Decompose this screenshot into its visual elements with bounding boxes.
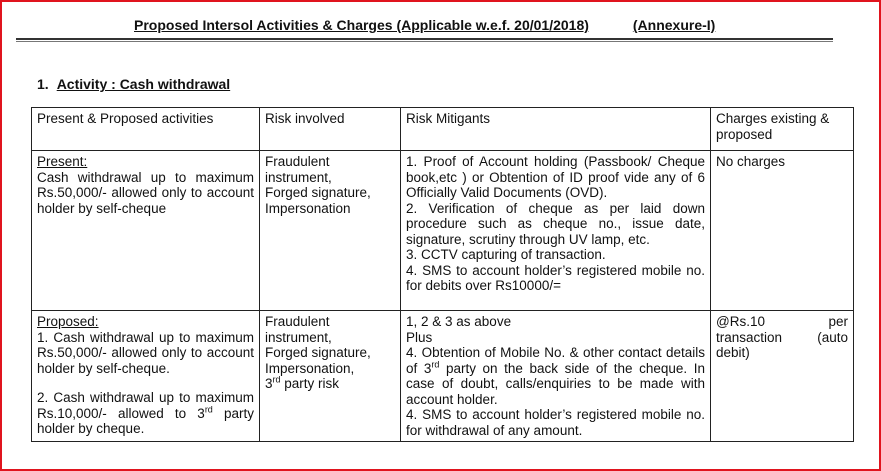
- proposed-mitigants-cell: [401, 311, 711, 442]
- mitigant-item: Plus: [406, 329, 433, 345]
- proposed-risk-cell: [260, 311, 401, 442]
- table-row: [32, 311, 854, 442]
- present-risk-cell: [260, 151, 401, 311]
- present-activity: Cash withdrawal up to maximum Rs.50,000/- allowed only to account holder by self-cheque: [37, 169, 254, 216]
- risk-item: Forged signature,: [265, 345, 371, 360]
- header-cell: Present & Proposed activities: [32, 108, 260, 151]
- header-cell: Risk Mitigants: [401, 108, 711, 151]
- section-title: Activity : Cash withdrawal: [56, 76, 231, 92]
- risk-item: Impersonation: [265, 200, 351, 216]
- mitigant-item: 4. SMS to account holder’s registered mobile no. for withdrawal of any amount.: [406, 407, 705, 438]
- mitigant-item: 3. CCTV capturing of transaction.: [406, 247, 606, 262]
- risk-item: 3rd party risk: [265, 374, 340, 391]
- section-number: 1.: [37, 76, 49, 92]
- present-activity-cell: [32, 151, 260, 311]
- proposed-activity-1: 1. Cash withdrawal up to maximum Rs.50,000/- allowed only to account holder by self-cheque.: [37, 329, 254, 376]
- mitigant-item: 1. Proof of Account holding (Passbook/ Cheque book,etc ) or Obtention of ID proof vide any of 6 Officially Valid Documents (OVD).: [406, 154, 705, 200]
- risk-item: Forged signature,: [265, 185, 371, 200]
- present-mitigants-cell: [401, 151, 711, 311]
- header-rule: [16, 38, 833, 40]
- activity-table: [31, 107, 854, 442]
- section-heading: [37, 76, 230, 92]
- annexure-label: (Annexure-I): [632, 17, 716, 33]
- present-charges-cell: No charges: [711, 151, 854, 311]
- table-row: [32, 151, 854, 311]
- mitigant-item: 4. SMS to account holder’s registered mobile no. for debits over Rs10000/=: [406, 262, 705, 293]
- proposed-label: Proposed:: [37, 314, 99, 329]
- risk-item: Fraudulent instrument,: [265, 154, 332, 185]
- table-header-row: [32, 108, 854, 151]
- page-header: [134, 17, 715, 33]
- proposed-charges-cell: @Rs.10 per transaction (auto debit): [711, 311, 854, 442]
- mitigant-item: 1, 2 & 3 as above: [406, 314, 512, 329]
- header-cell: Risk involved: [260, 108, 401, 151]
- page-title: Proposed Intersol Activities & Charges (Applicable w.e.f. 20/01/2018): [134, 17, 589, 33]
- proposed-activity-2: 2. Cash withdrawal up to maximum Rs.10,000/- allowed to 3rd party holder by cheque.: [37, 390, 254, 436]
- risk-item: Impersonation,: [265, 360, 355, 376]
- mitigant-item: 4. Obtention of Mobile No. & other contact details of 3rd party on the back side of the cheque. In case of doubt, calls/enquiries to be made with account holder.: [406, 345, 705, 407]
- mitigant-item: 2. Verification of cheque as per laid down procedure such as cheque no., issue date, signature, scrutiny through UV lamp, etc.: [406, 200, 705, 247]
- risk-item: Fraudulent instrument,: [265, 314, 332, 345]
- present-label: Present:: [37, 154, 88, 169]
- header-cell: Charges existing & proposed: [711, 108, 854, 151]
- header-rule-thin: [16, 41, 833, 42]
- proposed-activity-cell: [32, 311, 260, 442]
